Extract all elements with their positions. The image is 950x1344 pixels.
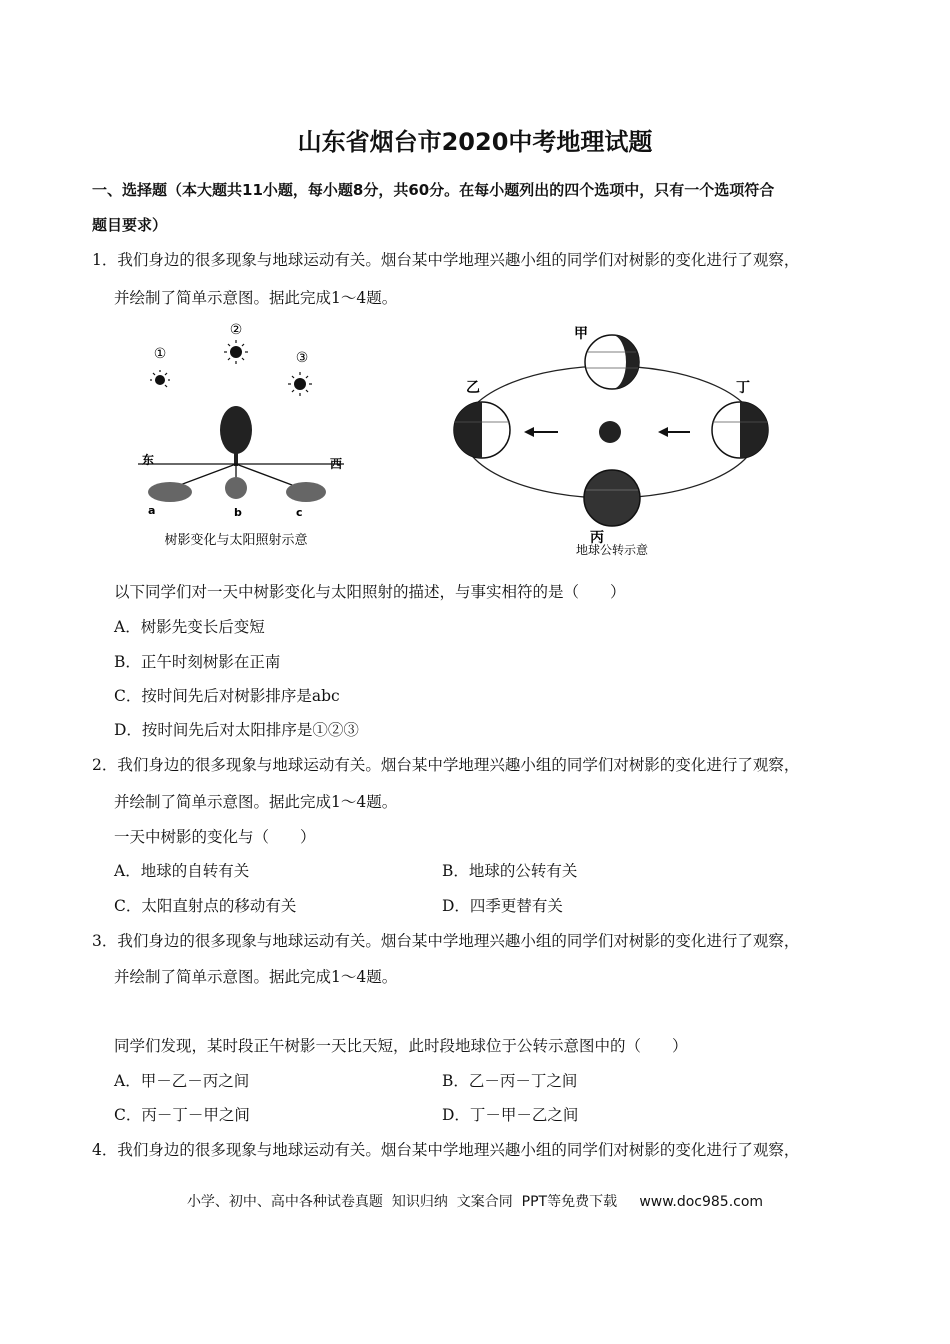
question-2-stem: 一天中树影的变化与（ ）: [114, 828, 316, 846]
question-number: 2．: [92, 756, 118, 774]
shadow-label-c: c: [296, 506, 303, 519]
question-2-option-d: D．四季更替有关: [442, 897, 563, 915]
question-4-intro: [92, 1138, 799, 1160]
earth-bing: [584, 470, 640, 526]
question-2-option-c: C．太阳直射点的移动有关: [114, 897, 297, 915]
question-1-intro-line2: 并绘制了简单示意图。据此完成1～4题。: [114, 289, 398, 307]
question-intro-text: 我们身边的很多现象与地球运动有关。烟台某中学地理兴趣小组的同学们对树影的变化进行了观察，: [117, 251, 800, 269]
question-2-option-a: A．地球的自转有关: [114, 862, 250, 880]
page-title: 山东省烟台市2020中考地理试题: [297, 128, 653, 156]
question-intro-text: 我们身边的很多现象与地球运动有关。烟台某中学地理兴趣小组的同学们对树影的变化进行了观察，: [117, 756, 800, 774]
sun-label-1: ①: [153, 346, 167, 362]
shadow-label-a: a: [148, 504, 156, 517]
section-heading-line2: 题目要求）: [92, 216, 168, 234]
question-3-stem: 同学们发现，某时段正午树影一天比天短，此时段地球位于公转示意图中的（ ）: [114, 1037, 688, 1055]
question-1-option-b: B．正午时刻树影在正南: [114, 653, 281, 671]
sun-label-3: ③: [295, 350, 309, 366]
shadow-a: [148, 482, 192, 502]
shadow-label-b: b: [234, 506, 242, 519]
section-heading-line1: 一、选择题（本大题共11小题，每小题8分，共60分。在每小题列出的四个选项中，只有一个选项符合: [92, 181, 775, 199]
question-number: 1．: [92, 251, 118, 269]
orbit-arrow-left: [524, 427, 558, 437]
sun-icon: [599, 421, 621, 443]
west-label: 西: [330, 457, 343, 471]
position-jia: 甲: [574, 326, 588, 342]
question-number: 4．: [92, 1141, 118, 1159]
question-3-intro: [92, 929, 799, 951]
question-2-intro: [92, 753, 799, 775]
question-intro-text: 我们身边的很多现象与地球运动有关。烟台某中学地理兴趣小组的同学们对树影的变化进行了观察，: [117, 932, 800, 950]
question-3-option-d: D．丁－甲－乙之间: [442, 1106, 579, 1124]
east-label: 东: [142, 453, 155, 467]
question-3-option-c: C．丙－丁－甲之间: [114, 1106, 250, 1124]
figure-right-caption: 地球公转示意: [575, 543, 649, 557]
sun-icon-2: [224, 340, 248, 364]
question-number: 3．: [92, 932, 118, 950]
tree-icon: [220, 406, 252, 466]
earth-jia: [585, 335, 639, 389]
question-1-option-c: C．按时间先后对树影排序是abc: [114, 687, 340, 705]
position-bing: 丙: [590, 530, 604, 546]
question-3-option-a: A．甲－乙－丙之间: [114, 1072, 250, 1090]
position-ding: 丁: [736, 380, 750, 396]
shadow-b: [225, 477, 247, 499]
tree-shadow-figure: [130, 318, 370, 558]
question-3-intro-line2: 并绘制了简单示意图。据此完成1～4题。: [114, 968, 398, 986]
question-2-option-b: B．地球的公转有关: [442, 862, 578, 880]
sun-icon-1: [150, 370, 170, 387]
sun-icon-3: [288, 372, 312, 396]
position-yi: 乙: [466, 380, 480, 396]
question-3-option-b: B．乙－丙－丁之间: [442, 1072, 578, 1090]
sun-label-2: ②: [229, 322, 243, 338]
question-intro-text: 我们身边的很多现象与地球运动有关。烟台某中学地理兴趣小组的同学们对树影的变化进行了观察，: [117, 1141, 800, 1159]
figure-left-caption: 树影变化与太阳照射示意: [164, 533, 308, 548]
earth-yi: [454, 402, 510, 458]
question-1-option-a: A．树影先变长后变短: [114, 618, 265, 636]
shadow-c: [286, 482, 326, 502]
question-1-option-d: D．按时间先后对太阳排序是①②③: [114, 721, 359, 739]
question-2-intro-line2: 并绘制了简单示意图。据此完成1～4题。: [114, 793, 398, 811]
earth-ding: [712, 402, 768, 458]
orbit-arrow-right: [658, 427, 690, 437]
page-footer: 小学、初中、高中各种试卷真题 知识归纳 文案合同 PPT等免费下载 www.doc985.com: [186, 1194, 764, 1210]
earth-revolution-figure: [440, 318, 790, 563]
question-1-intro: [92, 248, 799, 270]
question-1-stem: 以下同学们对一天中树影变化与太阳照射的描述，与事实相符的是（ ）: [114, 583, 626, 601]
